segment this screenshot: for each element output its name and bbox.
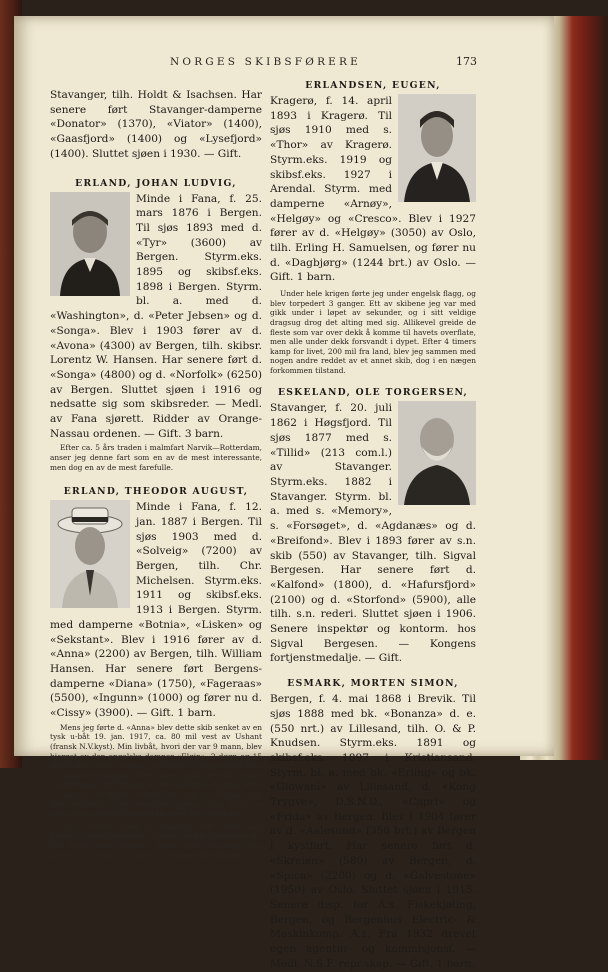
entry-text-erlandsen: Kragerø, f. 14. april 1893 i Kragerø. Til sjøs 1910 med s. «Thor» av Kragerø. Styrm.eks. 1919 og skibsf.eks. 1927 i Arendal. Styrm. med damperne «Arnøy», «Helgøy» og «Cresco». Blev i 1927 fører av d. «Helgøy» (3050) av Oslo, tilh. Erling H. Samuelsen, og fører nu d. «Dagbjørg» (1244 brt.) av Oslo. — Gift. 1 barn. xyxy=(270,95,476,284)
entry-text-erland-johan: Minde i Fana, f. 25. mars 1876 i Bergen. Til sjøs 1893 med d. «Tyr» (3600) av Bergen. Styrm.eks. 1895 og skibsf.eks. 1898 i Bergen. Styrm. bl. a. med d. «Washington», d. «Peter Jebsen» og d. «Songa». Blev i 1903 fører av d. «Avona» (4300) av Bergen, tilh. skibsr. Lorentz W. Hansen. Har senere ført d. «Songa» (4800) og d. «Norfolk» (6250) av Bergen. Sluttet sjøen i 1916 og nedsatte sig som skibsreder. — Medl. av Fana sjørett. Ridder av Orange-Nassau ordenen. — Gift. 3 barn. xyxy=(50,192,262,440)
entry-heading-eskeland: ESKELAND, OLE TORGERSEN, xyxy=(277,387,469,399)
portrait-photo-erlandsen xyxy=(398,94,476,202)
entry-note-erland-theodor-2: 1928. Forliste med d. «Ingunn» idet dette skib kantret i Nordsjøen efter at lasten hadde forskjøvet sig. Ved dette forlis omkom 2 mann, mens vi øvrige blev optatt av d. «Star» av Oslo ca. 3 timer efter forliset. xyxy=(50,821,262,860)
portrait-photo-eskeland xyxy=(398,401,476,505)
right-column xyxy=(270,80,476,972)
entry-heading-erland-theodor: ERLAND, THEODOR AUGUST, xyxy=(63,486,249,498)
page-number: 173 xyxy=(456,55,477,68)
entry-text-esmark: Bergen, f. 4. mai 1868 i Brevik. Til sjøs 1888 med bk. «Bonanza» d. e. (550 nrt.) av Lillesand, tilh. O. & P. Knudsen. Styrm.eks. 1891 og skibsf.eks. 1897 i Kristiansand. Styrm. bl. a. med bk. «Erling» og bk. «Giowani» av Lillesand, d. «Kong Trygve», D.S.N.D., «Capri» og «Frida» av Bergen. Blev i 1904 fører av d. «Aalesund» (350 brt.) av Bergen i kystfart. Har senere ført d. «Skreien» (580) av Bergen, d. «Spica» (2200) og d. «Galvestone» (1950) av Oslo. Sluttet sjøen i 1915. Senere disp. for A.s. Fiskekjøling, Bergen, og Bergenhus Electric- & Maskinkomp. A.s. Fra 1932 drevet egen agentur- og kommisjonsf. — Medl. N.S.F. repr.skap. — Gift. 1 barn. xyxy=(270,693,476,970)
entry-note-erlandsen: Under hele krigen førte jeg under engelsk flagg, og blev torpedert 3 ganger. Ett av skibene jeg var med gikk under i løpet av sekunder, og i sitt veldige dragsug drog det alting med sig. Allikevel greide de fleste som var over dekk å komme til havets overflate, men alle under dekk forsvandt i dypet. Efter 4 timers kamp for livet, 200 mil fra land, blev jeg sammen med nogen andre reddet av et annet skib, dog i en nægen forkommen tilstand. xyxy=(270,289,476,375)
entry-heading-erlandsen: ERLANDSEN, EUGEN, xyxy=(305,80,441,91)
portrait-photo-erland-theodor xyxy=(50,500,130,608)
entry-heading-esmark: ESMARK, MORTEN SIMON, xyxy=(287,678,459,690)
continued-entry-text: Stavanger, tilh. Holdt & Isachsen. Har senere ført Stavanger-damperne «Donator» (1370), «Viator» (1400), «Gaasfjord» (1400) og «Lysefjord» (1400). Sluttet sjøen i 1930. — Gift. xyxy=(50,89,262,160)
entry-heading-erland-johan: ERLAND, JOHAN LUDVIG, xyxy=(75,177,237,189)
entry-note-erland-johan: Efter ca. 5 års traden i malmfart Narvik—Rotterdam, anser jeg denne fart som en av de mest interessante, men dog en av de mest farefulle. xyxy=(50,443,262,472)
entry-text-eskeland: Stavanger, f. 20. juli 1862 i Høgsfjord. Til sjøs 1877 med s. «Tillid» (213 com.l.) av Stavanger. Styrm.eks. 1882 i Stavanger. Styrm. bl. a. med s. «Memory», s. «Forsøget», d. «Agdanæs» og d. «Breifond». Blev i 1893 fører av s.n. skib (550) av Stavanger, tilh. Sigval Bergesen. Har senere ført d. «Kalfond» (1800), d. «Hafursfjord» (2100) og d. «Storfond» (5900), alle tilh. s.n. rederi. Sluttet sjøen i 1906. Senere inspektør og kontorm. hos Sigval Bergesen. — Kongens fortjenstmedalje. — Gift. xyxy=(270,402,476,665)
left-column xyxy=(50,88,262,860)
entry-note-erland-theodor-1: Mens jeg førte d. «Anna» blev dette skib senket av en tysk u-båt 19. jan. 1917, ca. 80 mil vest av Ushant (fransk N.V.kyst). Min livbåt, hvori der var 9 mann, blev bjerget av den engelske damper «Elgin», 2 døgn og 15 timer efter at d. «Anna» var sunket. 7 dager efter blev vi landsatt i Gibraltar. Den annen livbåt med det øvrige mannskapet blev bjerget av en hollandsk damper efter 2 døgn og 14 timer. Senere førte jeg d. «Diana» som blev rekvirert av den engelske regjering aug. 1917, og som under engelsk flagg straks efter blev torpedert. xyxy=(50,722,262,819)
portrait-photo-erland-johan xyxy=(50,192,130,296)
running-title: NORGES SKIBSFØRERE xyxy=(170,56,362,68)
entry-text-erland-theodor: Minde i Fana, f. 12. jan. 1887 i Bergen. Til sjøs 1903 med d. «Solveig» (7200) av Bergen, tilh. Chr. Michelsen. Styrm.eks. 1911 og skibsf.eks. 1913 i Bergen. Styrm. med damperne «Botnia», «Lisken» og «Sekstant». Blev i 1916 fører av d. «Anna» (2200) av Bergen, tilh. William Hansen. Har senere ført Bergens-damperne «Diana» (1750), «Fageraas» (5500), «Ingunn» (1000) og fører nu d. «Cissy» (3900). — Gift. 1 barn. xyxy=(50,501,262,720)
